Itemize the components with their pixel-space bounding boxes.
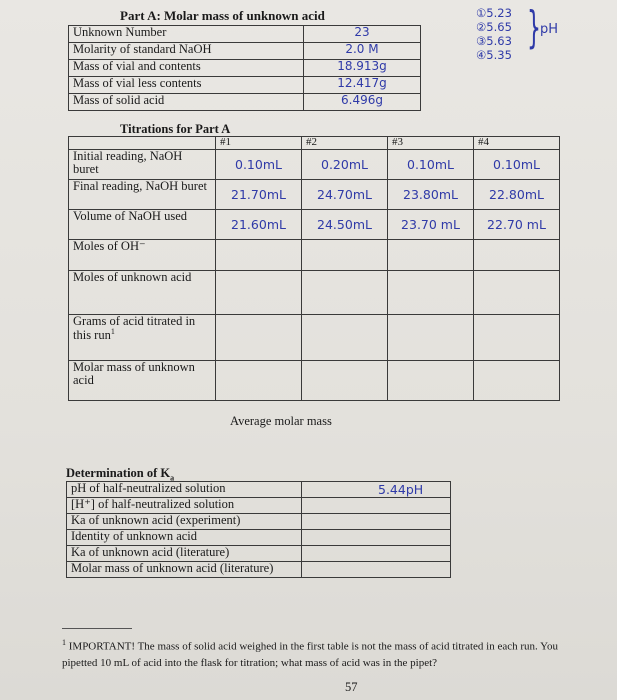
cell [216, 315, 302, 361]
cell: 0.10mL [474, 150, 560, 180]
row-label: pH of half-neutralized solution [67, 482, 302, 498]
cell: 24.70mL [302, 180, 388, 210]
row-label: Mass of solid acid [69, 94, 304, 111]
cell [302, 546, 451, 562]
header-cell-empty [69, 137, 216, 150]
table-row [67, 498, 451, 514]
cell: 24.50mL [302, 210, 388, 240]
cell: 0.10mL [388, 150, 474, 180]
row-label: [H⁺] of half-neutralized solution [67, 498, 302, 514]
cell [474, 315, 560, 361]
cell [302, 530, 451, 546]
cell: 22.70 mL [474, 210, 560, 240]
cell [474, 271, 560, 315]
cell: 23.70 mL [388, 210, 474, 240]
table-header-row [69, 137, 560, 150]
ph-readings [476, 6, 512, 62]
row-label: Volume of NaOH used [69, 210, 216, 240]
row-label: Mass of vial and contents [69, 60, 304, 77]
cell [388, 361, 474, 401]
row-label: Molar mass of unknown acid [69, 361, 216, 401]
ph-reading: ①5.23 [476, 6, 512, 20]
cell: 0.10mL [216, 150, 302, 180]
cell [302, 240, 388, 271]
page-number: 57 [345, 680, 358, 694]
row-value: 23 [304, 26, 421, 43]
row-label: Ka of unknown acid (literature) [67, 546, 302, 562]
table-row [67, 530, 451, 546]
table-row [69, 77, 421, 94]
ka-title: Determination of $K_a$ [66, 466, 175, 483]
cell [302, 315, 388, 361]
header-cell: #4 [474, 137, 560, 150]
row-value: 12.417g [304, 77, 421, 94]
table-row [69, 180, 560, 210]
titrations-table [68, 136, 560, 401]
titrations-title: Titrations for Part A [120, 122, 231, 136]
row-label: Molar mass of unknown acid (literature) [67, 562, 302, 578]
brace-icon: } [527, 2, 541, 53]
cell [388, 271, 474, 315]
cell [216, 271, 302, 315]
cell [302, 271, 388, 315]
table-row [69, 240, 560, 271]
table-row [69, 271, 560, 315]
header-cell: #1 [216, 137, 302, 150]
cell: 0.20mL [302, 150, 388, 180]
cell: 21.60mL [216, 210, 302, 240]
cell [302, 498, 451, 514]
table-row [69, 361, 560, 401]
row-label: Moles of OH⁻ [69, 240, 216, 271]
cell [302, 361, 388, 401]
ph-label: pH [540, 22, 559, 37]
cell: 21.70mL [216, 180, 302, 210]
table-row [69, 43, 421, 60]
row-value: 6.496g [304, 94, 421, 111]
table-row [69, 315, 560, 361]
average-molar-mass-label: Average molar mass [230, 414, 332, 428]
cell [388, 240, 474, 271]
cell [474, 361, 560, 401]
footnote-divider [62, 628, 132, 629]
row-label: Final reading, NaOH buret [69, 180, 216, 210]
header-cell: #2 [302, 137, 388, 150]
row-label: Unknown Number [69, 26, 304, 43]
header-cell: #3 [388, 137, 474, 150]
table-row [69, 210, 560, 240]
row-label: Moles of unknown acid [69, 271, 216, 315]
ph-reading: ③5.63 [476, 34, 512, 48]
table-row [69, 60, 421, 77]
cell [302, 514, 451, 530]
row-value: 18.913g [304, 60, 421, 77]
cell [474, 240, 560, 271]
table-row [69, 150, 560, 180]
row-label: Molarity of standard NaOH [69, 43, 304, 60]
footnote: $^1$ IMPORTANT! The mass of solid acid weighed in the first table is not the mass of acid titrated in each run. You pipetted 10 mL of acid into the flask for titration; what mass of acid was in the pipet? [62, 638, 558, 669]
cell [388, 315, 474, 361]
row-label: Initial reading, NaOH buret [69, 150, 216, 180]
row-label: Grams of acid titrated in this run$^1$ [69, 315, 216, 361]
cell: 22.80mL [474, 180, 560, 210]
cell [216, 240, 302, 271]
table-row [67, 562, 451, 578]
table-row [69, 94, 421, 111]
cell: 23.80mL [388, 180, 474, 210]
table-row [67, 514, 451, 530]
cell [302, 482, 451, 498]
row-value: 2.0 M [304, 43, 421, 60]
part-a-table [68, 25, 421, 111]
cell [216, 361, 302, 401]
table-row [67, 546, 451, 562]
row-label: Identity of unknown acid [67, 530, 302, 546]
part-a-title: Part A: Molar mass of unknown acid [120, 8, 325, 23]
row-label: Mass of vial less contents [69, 77, 304, 94]
cell [302, 562, 451, 578]
table-row [69, 26, 421, 43]
ph-reading: ②5.65 [476, 20, 512, 34]
ph-reading: ④5.35 [476, 48, 512, 62]
row-label: Ka of unknown acid (experiment) [67, 514, 302, 530]
ka-ph-value: 5.44pH [378, 482, 424, 497]
